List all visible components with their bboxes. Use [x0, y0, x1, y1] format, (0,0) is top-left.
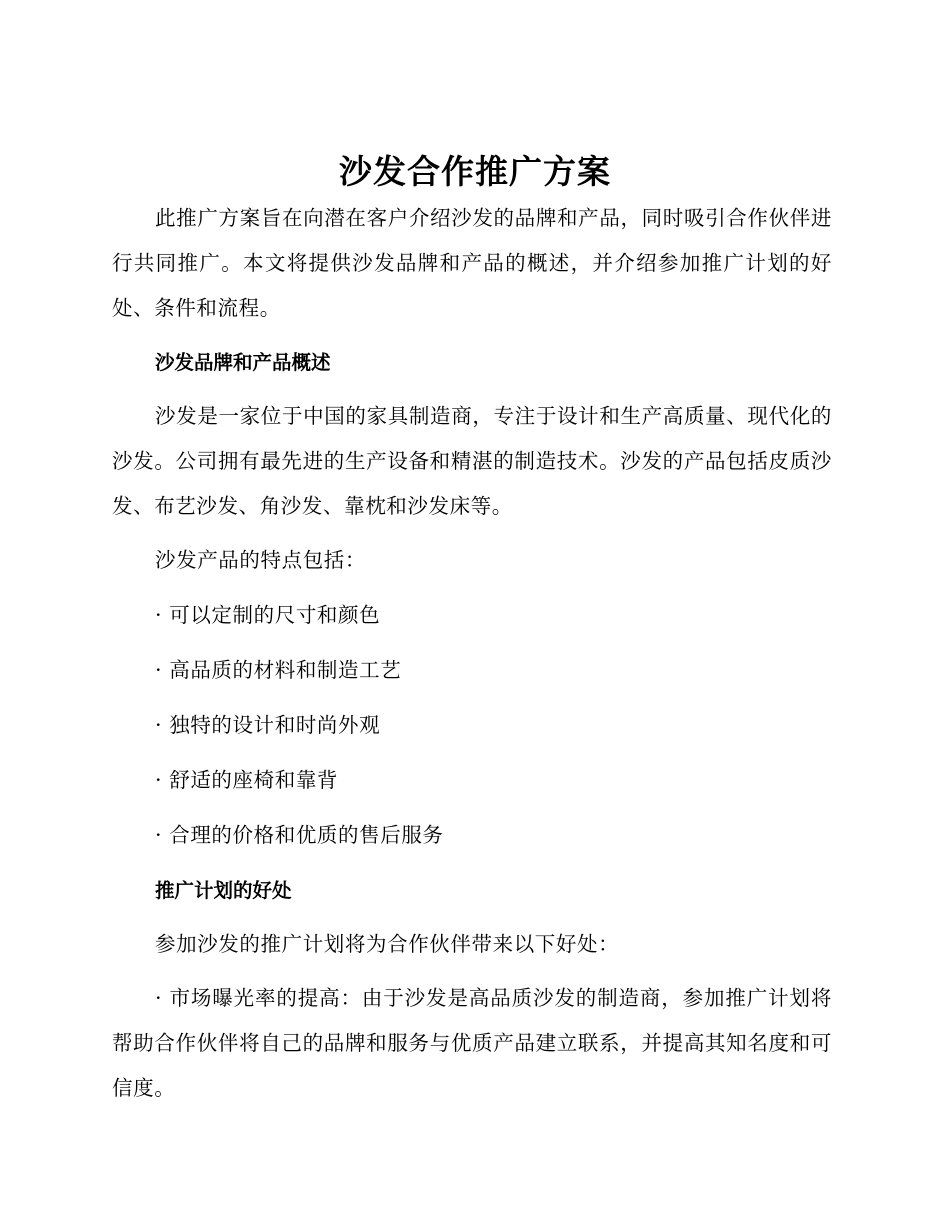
- overview-paragraph: 沙发是一家位于中国的家具制造商，专注于设计和生产高质量、现代化的沙发。公司拥有最先进的生产设备和精湛的制造技术。沙发的产品包括皮质沙发、布艺沙发、角沙发、靠枕和沙发床等。: [112, 404, 832, 518]
- feature-item: · 合理的价格和优质的售后服务: [155, 823, 444, 847]
- feature-item: · 舒适的座椅和靠背: [155, 768, 339, 792]
- section-heading-overview: 沙发品牌和产品概述: [155, 351, 331, 374]
- document-body: [112, 196, 832, 1111]
- benefit-item: · 市场曝光率的提高：由于沙发是高品质沙发的制造商，参加推广计划将帮助合作伙伴将自己的品牌和服务与优质产品建立联系，并提高其知名度和可信度。: [112, 986, 832, 1100]
- intro-paragraph: 此推广方案旨在向潜在客户介绍沙发的品牌和产品，同时吸引合作伙伴进行共同推广。本文将提供沙发品牌和产品的概述，并介绍参加推广计划的好处、条件和流程。: [112, 206, 832, 320]
- section-heading-benefits: 推广计划的好处: [155, 879, 292, 902]
- features-intro: 沙发产品的特点包括：: [155, 548, 366, 572]
- feature-item: · 可以定制的尺寸和颜色: [155, 603, 381, 627]
- document-title: 沙发合作推广方案: [339, 152, 611, 191]
- benefits-intro: 参加沙发的推广计划将为合作伙伴带来以下好处：: [155, 932, 620, 956]
- feature-item: · 高品质的材料和制造工艺: [155, 658, 402, 682]
- feature-item: · 独特的设计和时尚外观: [155, 713, 381, 737]
